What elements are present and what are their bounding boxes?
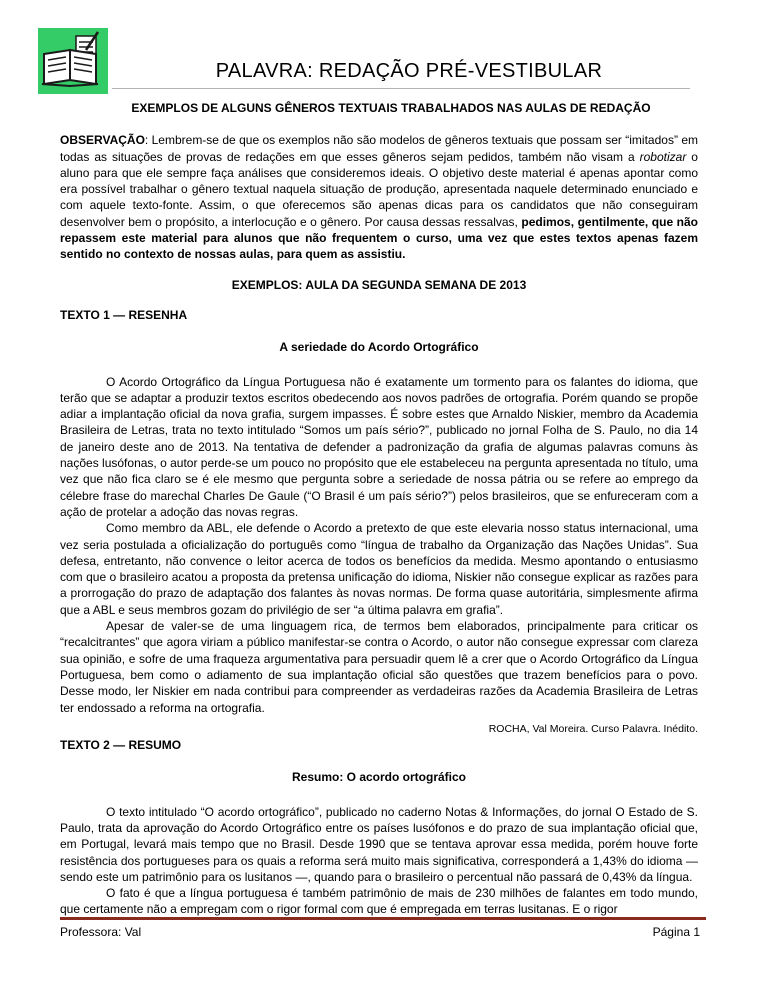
observation-paragraph bbox=[60, 132, 698, 262]
observation-bold: pedimos, gentilmente, que não repassem este material para alunos que não frequentem o curso, uma vez que estes textos apenas fazem sentido no contexto de nossas aulas, para quem as assistiu. bbox=[60, 214, 698, 262]
texto1-paragraph-2: Como membro da ABL, ele defende o Acordo a pretexto de que este elevaria nosso status internacional, uma vez seria postulada a oficialização do português como “língua de trabalho da Organização das Nações Unidas”. Sua defesa, entretanto, não convence o leitor acerca de todos os benefícios da medida. Mesmo apontando o entusiasmo com que o brasileiro acatou a proposta da pretensa unificação do idioma, Niskier não consegue explicar as razões para a prorrogação do prazo de adaptação dos falantes às novas normas. De forma quase autoritária, simplesmente afirma que a ABL e seus membros gozam do privilégio de ser “a última palavra em grafia”. bbox=[60, 521, 698, 617]
texto1-title: A seriedade do Acordo Ortográfico bbox=[279, 340, 479, 355]
observation-text-1: : Lembrem-se de que os exemplos não são modelos de gêneros textuais que possam ser “imitados” em todas as situações de provas de redações em que esses gêneros sejam pedidos, também não visam a bbox=[60, 133, 698, 164]
texto1-paragraph-3: Apesar de valer-se de uma linguagem rica, de termos bem elaborados, principalmente para criticar os “recalcitrantes” que agora viriam a público manifestar-se contra o Acordo, o autor não consegue expressar com clareza sua opinião, e sofre de uma fraqueza argumentativa para persuadir quem lê a crer que o Acordo Ortográfico da Língua Portuguesa, bem como o adiamento de sua implantação oficial são questões que trazem benefícios para o povo. Desse modo, ler Niskier em nada contribui para compreender as verdadeiras razões da Academia Brasileira de Letras ter endossado a reforma na ortografia. bbox=[60, 619, 698, 715]
texto2-label: TEXTO 2 — RESUMO bbox=[60, 738, 182, 753]
texto1-paragraph-1: O Acordo Ortográfico da Língua Portuguesa não é exatamente um tormento para os falantes do idioma, que terão que se adaptar a produzir textos escritos obedecendo aos novos padrões de ortografia. Porém quando se propõe adiar a implantação oficial da nova grafia, surgem impasses. É sobre estes que Arnaldo Niskier, membro da Academia Brasileira de Letras, trata no texto intitulado “Somos um país sério?”, publicado no jornal Folha de S. Paulo, no dia 14 de janeiro deste ano de 2013. Na tentativa de defender a padronização da grafia de algumas palavras comuns às nações lusófonas, o autor perde-se um pouco no propósito que ele estabeleceu na pergunta apresentada no título, uma vez que não fica claro se é ele mesmo que pergunta sobre a seriedade de nossa pátria ou se refere ao emprego da célebre frase do marechal Charles De Gaule (“O Brasil é um país sério?”) pelos brasileiros, que se enfureceram com a ação de protelar a adoção das novas regras. bbox=[60, 374, 698, 519]
observation-label: OBSERVAÇÃO bbox=[60, 133, 145, 148]
footer-divider bbox=[60, 917, 706, 920]
header-divider bbox=[112, 88, 690, 89]
document-subtitle: EXEMPLOS DE ALGUNS GÊNEROS TEXTUAIS TRABALHADOS NAS AULAS DE REDAÇÃO bbox=[131, 101, 651, 115]
page-number: Página 1 bbox=[652, 925, 700, 939]
footer-author: Professora: Val bbox=[60, 925, 142, 939]
texto2-paragraph-2: O fato é que a língua portuguesa é também patrimônio de mais de 230 milhões de falantes em todo mundo, que certamente não a empregam com o rigor formal com que é empregada em terras lusitanas. E o rigor bbox=[60, 886, 698, 917]
logo-book-icon bbox=[38, 28, 108, 94]
texto1-label: TEXTO 1 — RESENHA bbox=[60, 307, 188, 322]
observation-text-2: o aluno para que ele sempre faça análises que consideremos ideais. O objetivo deste material é apenas apontar como era possível trabalhar o gênero textual naquela situação de produção, apresentada naquele determinado enunciado e com aquele texto-fonte. Assim, o que oferecemos são apenas dicas para os candidatos que não conseguiram desenvolver bem o propósito, a interlocução e o gênero. Por causa dessas ressalvas, bbox=[60, 149, 698, 229]
section-title: EXEMPLOS: AULA DA SEGUNDA SEMANA DE 2013 bbox=[231, 277, 527, 292]
observation-italic: robotizar bbox=[639, 149, 687, 164]
page-title: PALAVRA: REDAÇÃO PRÉ-VESTIBULAR bbox=[215, 60, 603, 82]
document-body bbox=[60, 100, 698, 918]
texto1-credit: ROCHA, Val Moreira. Curso Palavra. Inédito. bbox=[488, 722, 698, 735]
texto2-paragraph-1: O texto intitulado “O acordo ortográfico”, publicado no caderno Notas & Informações, do jornal O Estado de S. Paulo, trata da aprovação do Acordo Ortográfico entre os países lusófonos e do prazo de sua implantação oficial que, em Portugal, levará mais tempo que no Brasil. Desde 1990 que se tentava aprovar essa medida, porém houve forte resistência dos portugueses para os quais a reforma será muito mais significativa, corresponderá a 1,43% do idioma — sendo este um patrimônio para os lusitanos —, quando para o brasileiro o percentual não passará de 0,43% da língua. bbox=[60, 804, 698, 884]
texto2-title: Resumo: O acordo ortográfico bbox=[291, 770, 467, 785]
